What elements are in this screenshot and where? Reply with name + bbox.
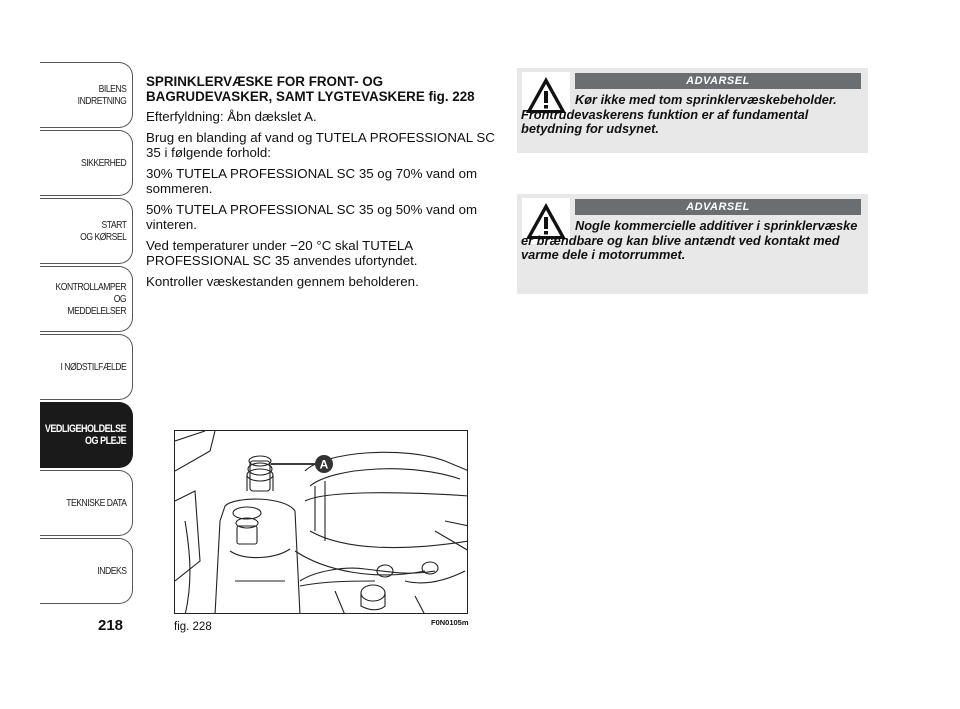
figure-code: F0N0105m — [431, 618, 469, 627]
tab-bilens-indretning[interactable] — [40, 62, 133, 128]
warning-title: ADVARSEL — [575, 73, 861, 89]
tab-label: SIKKERHED — [80, 157, 126, 169]
tab-kontrollamper[interactable] — [40, 266, 133, 332]
tab-label: TEKNISKE DATA — [65, 497, 126, 509]
paragraph: 30% TUTELA PROFESSIONAL SC 35 og 70% vand om sommeren. — [146, 165, 478, 196]
warning-box-2 — [517, 194, 868, 294]
warning-title: ADVARSEL — [575, 199, 861, 215]
tab-label: BILENS INDRETNING — [77, 83, 126, 107]
tab-label: VEDLIGEHOLDELSE OG PLEJE — [44, 423, 126, 447]
engine-bay-figure — [174, 430, 468, 614]
warning-text: Kør ikke med tom sprinklervæskebeholder. Frontrudevaskerens funktion er af fundamental betydning for udsynet. — [521, 92, 837, 136]
paragraph: Efterfyldning: Åbn dækslet A. — [146, 109, 317, 124]
tab-tekniske-data[interactable] — [40, 470, 133, 536]
tab-label: KONTROLLAMPER OG MEDDELELSER — [55, 281, 126, 317]
tab-label: START OG KØRSEL — [79, 219, 126, 243]
paragraph: Ved temperaturer under −20 °C skal TUTELA PROFESSIONAL SC 35 anvendes ufortyndet. — [146, 237, 418, 268]
warning-text: Nogle kommercielle additiver i sprinklervæske er brændbare og kan blive antændt ved kontakt med varme dele i motorrummet. — [521, 218, 858, 262]
page-number: 218 — [98, 617, 124, 634]
tab-i-nodstilfaelde[interactable] — [40, 334, 133, 400]
tab-indeks[interactable] — [40, 538, 133, 604]
tab-vedligeholdelse[interactable] — [40, 402, 133, 468]
main-content — [146, 74, 496, 294]
callout-a-label: A — [319, 457, 329, 472]
tab-start-og-korsel[interactable] — [40, 198, 133, 264]
tab-sikkerhed[interactable] — [40, 130, 133, 196]
tab-label: INDEKS — [96, 565, 126, 577]
paragraph: Kontroller væskestanden gennem beholderen. — [146, 273, 419, 289]
tab-label: I NØDSTILFÆLDE — [60, 361, 126, 373]
warning-box-1 — [517, 68, 868, 153]
paragraph: Brug en blanding af vand og TUTELA PROFESSIONAL SC 35 i følgende forhold: — [146, 129, 495, 160]
figure-caption: fig. 228 — [174, 621, 212, 633]
section-heading: SPRINKLERVÆSKE FOR FRONT- OG BAGRUDEVASKER, SAMT LYGTEVASKERE fig. 228 — [146, 74, 475, 104]
engine-bay-illustration — [175, 431, 468, 614]
paragraph: 50% TUTELA PROFESSIONAL SC 35 og 50% vand om vinteren. — [146, 201, 478, 232]
